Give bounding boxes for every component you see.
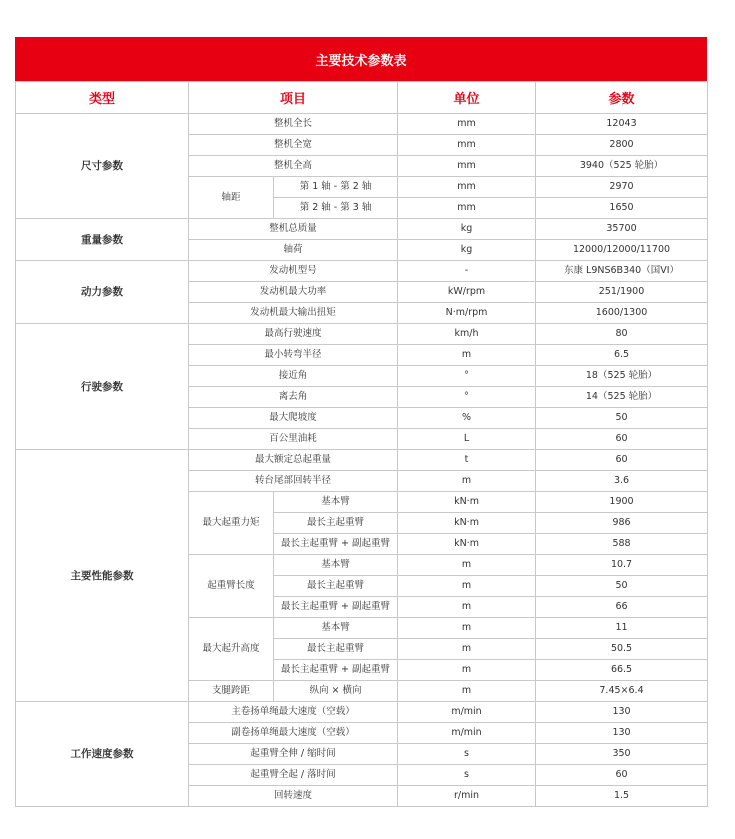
unit-cell: mm xyxy=(398,114,536,135)
item-cell: 第 2 轴 - 第 3 轴 xyxy=(274,198,398,219)
unit-cell: m/min xyxy=(398,723,536,744)
unit-cell: mm xyxy=(398,135,536,156)
unit-cell: m xyxy=(398,345,536,366)
value-cell: 11 xyxy=(536,618,708,639)
item-cell: 整机总质量 xyxy=(189,219,398,240)
value-cell: 6.5 xyxy=(536,345,708,366)
header-type: 类型 xyxy=(16,82,189,114)
unit-cell: km/h xyxy=(398,324,536,345)
value-cell: 18（525 轮胎） xyxy=(536,366,708,387)
group-max-lift-height: 最大起升高度 xyxy=(189,618,274,681)
header-unit: 单位 xyxy=(398,82,536,114)
unit-cell: mm xyxy=(398,177,536,198)
item-cell: 最长主起重臂 xyxy=(274,576,398,597)
item-cell: 最小转弯半径 xyxy=(189,345,398,366)
unit-cell: kW/rpm xyxy=(398,282,536,303)
value-cell: 588 xyxy=(536,534,708,555)
item-cell: 回转速度 xyxy=(189,786,398,807)
value-cell: 7.45×6.4 xyxy=(536,681,708,702)
unit-cell: s xyxy=(398,765,536,786)
unit-cell: kN·m xyxy=(398,492,536,513)
item-cell: 最长主起重臂 xyxy=(274,513,398,534)
table-title: 主要技术参数表 xyxy=(15,37,707,81)
header-item: 项目 xyxy=(189,82,398,114)
item-cell: 纵向 × 横向 xyxy=(274,681,398,702)
table-row xyxy=(16,450,708,471)
unit-cell: mm xyxy=(398,198,536,219)
table-row xyxy=(16,702,708,723)
value-cell: 2970 xyxy=(536,177,708,198)
table-row xyxy=(16,261,708,282)
unit-cell: m xyxy=(398,681,536,702)
category-power: 动力参数 xyxy=(16,261,189,324)
value-cell: 1650 xyxy=(536,198,708,219)
value-cell: 3940（525 轮胎） xyxy=(536,156,708,177)
value-cell: 251/1900 xyxy=(536,282,708,303)
unit-cell: - xyxy=(398,261,536,282)
unit-cell: m/min xyxy=(398,702,536,723)
item-cell: 最长主起重臂 + 副起重臂 xyxy=(274,534,398,555)
item-cell: 最长主起重臂 + 副起重臂 xyxy=(274,597,398,618)
unit-cell: kN·m xyxy=(398,513,536,534)
value-cell: 2800 xyxy=(536,135,708,156)
unit-cell: mm xyxy=(398,156,536,177)
item-cell: 整机全宽 xyxy=(189,135,398,156)
item-cell: 发动机最大功率 xyxy=(189,282,398,303)
value-cell: 50 xyxy=(536,576,708,597)
group-max-moment: 最大起重力矩 xyxy=(189,492,274,555)
value-cell: 60 xyxy=(536,429,708,450)
value-cell: 35700 xyxy=(536,219,708,240)
group-boom-length: 起重臂长度 xyxy=(189,555,274,618)
unit-cell: kg xyxy=(398,219,536,240)
unit-cell: ° xyxy=(398,366,536,387)
value-cell: 50 xyxy=(536,408,708,429)
item-cell: 发动机型号 xyxy=(189,261,398,282)
unit-cell: N·m/rpm xyxy=(398,303,536,324)
item-cell: 起重臂全起 / 落时间 xyxy=(189,765,398,786)
spec-sheet xyxy=(15,37,707,807)
category-working-speed: 工作速度参数 xyxy=(16,702,189,807)
spec-table xyxy=(15,81,708,807)
unit-cell: kg xyxy=(398,240,536,261)
unit-cell: m xyxy=(398,639,536,660)
unit-cell: m xyxy=(398,576,536,597)
item-cell: 起重臂全伸 / 缩时间 xyxy=(189,744,398,765)
group-wheelbase: 轴距 xyxy=(189,177,274,219)
value-cell: 1900 xyxy=(536,492,708,513)
value-cell: 130 xyxy=(536,723,708,744)
value-cell: 60 xyxy=(536,450,708,471)
group-outrigger-span: 支腿跨距 xyxy=(189,681,274,702)
item-cell: 最大爬坡度 xyxy=(189,408,398,429)
item-cell: 整机全高 xyxy=(189,156,398,177)
unit-cell: kN·m xyxy=(398,534,536,555)
item-cell: 基本臂 xyxy=(274,492,398,513)
table-row xyxy=(16,324,708,345)
value-cell: 986 xyxy=(536,513,708,534)
value-cell: 3.6 xyxy=(536,471,708,492)
unit-cell: ° xyxy=(398,387,536,408)
item-cell: 副卷扬单绳最大速度（空载） xyxy=(189,723,398,744)
item-cell: 离去角 xyxy=(189,387,398,408)
value-cell: 东康 L9NS6B340（国VI） xyxy=(536,261,708,282)
category-weight: 重量参数 xyxy=(16,219,189,261)
item-cell: 转台尾部回转半径 xyxy=(189,471,398,492)
unit-cell: m xyxy=(398,597,536,618)
unit-cell: r/min xyxy=(398,786,536,807)
table-row xyxy=(16,219,708,240)
unit-cell: L xyxy=(398,429,536,450)
item-cell: 发动机最大输出扭矩 xyxy=(189,303,398,324)
item-cell: 主卷扬单绳最大速度（空载） xyxy=(189,702,398,723)
value-cell: 50.5 xyxy=(536,639,708,660)
value-cell: 1600/1300 xyxy=(536,303,708,324)
item-cell: 接近角 xyxy=(189,366,398,387)
item-cell: 最大额定总起重量 xyxy=(189,450,398,471)
unit-cell: m xyxy=(398,618,536,639)
value-cell: 350 xyxy=(536,744,708,765)
value-cell: 60 xyxy=(536,765,708,786)
header-value: 参数 xyxy=(536,82,708,114)
item-cell: 第 1 轴 - 第 2 轴 xyxy=(274,177,398,198)
unit-cell: s xyxy=(398,744,536,765)
value-cell: 12043 xyxy=(536,114,708,135)
value-cell: 66 xyxy=(536,597,708,618)
table-row xyxy=(16,114,708,135)
category-driving: 行驶参数 xyxy=(16,324,189,450)
item-cell: 整机全长 xyxy=(189,114,398,135)
value-cell: 66.5 xyxy=(536,660,708,681)
item-cell: 最高行驶速度 xyxy=(189,324,398,345)
unit-cell: % xyxy=(398,408,536,429)
item-cell: 基本臂 xyxy=(274,618,398,639)
item-cell: 最长主起重臂 + 副起重臂 xyxy=(274,660,398,681)
item-cell: 最长主起重臂 xyxy=(274,639,398,660)
value-cell: 10.7 xyxy=(536,555,708,576)
value-cell: 14（525 轮胎） xyxy=(536,387,708,408)
category-performance: 主要性能参数 xyxy=(16,450,189,702)
value-cell: 12000/12000/11700 xyxy=(536,240,708,261)
item-cell: 基本臂 xyxy=(274,555,398,576)
value-cell: 80 xyxy=(536,324,708,345)
value-cell: 1.5 xyxy=(536,786,708,807)
value-cell: 130 xyxy=(536,702,708,723)
unit-cell: m xyxy=(398,471,536,492)
item-cell: 轴荷 xyxy=(189,240,398,261)
category-dimensions: 尺寸参数 xyxy=(16,114,189,219)
unit-cell: t xyxy=(398,450,536,471)
unit-cell: m xyxy=(398,555,536,576)
unit-cell: m xyxy=(398,660,536,681)
item-cell: 百公里油耗 xyxy=(189,429,398,450)
header-row xyxy=(16,82,708,114)
